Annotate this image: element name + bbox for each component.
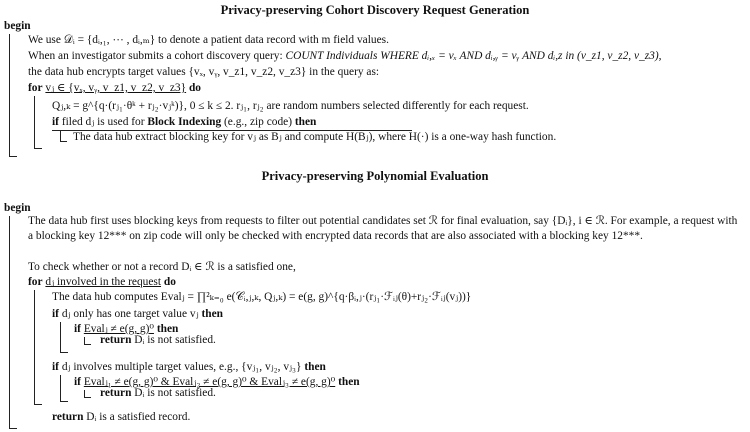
- algo2-for-line: [28, 275, 176, 289]
- algo1-begin-keyword: begin: [4, 20, 31, 32]
- algo1-if-text-c: (e.g., zip code): [221, 116, 295, 128]
- algo2-do-keyword: do: [163, 276, 176, 288]
- algo1-for-keyword: for: [28, 82, 43, 94]
- algo2-for-variable: dⱼ involved in the request: [45, 276, 162, 288]
- algo2-eval-formula: The data hub computes Evalⱼ = ∏²ₖ₌₀ e(𝒞ᵢ,ⱼ,ₖ, Qⱼ,ₖ) = e(g, g)^{q·βᵢ,ⱼ·(rⱼ₁·ℱᵢⱼ(θ)+rⱼ₂·ℱᵢⱼ(vⱼ))}: [52, 291, 472, 303]
- algo1-line-query: [28, 49, 662, 63]
- algo2-if2-line: [52, 360, 326, 374]
- algo2-inner2-condition: Evalⱼ₁ ≠ e(g, g)⁰ & Evalⱼ₂ ≠ e(g, g)⁰ & Evalⱼ₃ ≠ e(g, g)⁰: [83, 376, 336, 388]
- algo2-check-line: To check whether or not a record Dᵢ ∈ ℛ is a satisfied one,: [28, 261, 296, 273]
- algo1-q-formula: Qⱼ,ₖ = g^{q·(rⱼ₁·θᵏ + rⱼ₂·vⱼᵏ)}, 0 ≤ k ≤ 2. rⱼ₁, rⱼ₂ are random numbers selected differently for each request.: [52, 100, 529, 112]
- algo2-final-return-keyword: return: [52, 411, 84, 423]
- algo2-paragraph: The data hub first uses blocking keys from requests to filter out potential candidates set ℛ for final evaluation, say {Dᵢ}, i ∈ ℛ. For example, a request with a blocking key 12*** on zip code will only be checked with encrypted data records that are also associated with a blocking key 12***.: [28, 215, 738, 242]
- algo1-if-keyword: if: [52, 116, 59, 128]
- algo2-if1-foot: [60, 352, 68, 353]
- algo2-return2-text: Dᵢ is not satisfied.: [131, 387, 216, 399]
- algo2-inner1-rule: [84, 337, 85, 344]
- algo2-return2-line: [100, 386, 216, 400]
- algo2-inner1-then: then: [156, 323, 179, 335]
- algo1-query-intro: When an investigator submits a cohort discovery query:: [28, 50, 286, 62]
- algo2-inner1-condition: Evalⱼ ≠ e(g, g)⁰: [83, 323, 154, 335]
- algo2-if2-foot: [60, 401, 68, 402]
- algo2-inner1-if: if: [74, 323, 81, 335]
- algo2-for-foot: [34, 404, 42, 405]
- algo2-inner1-foot: [84, 344, 91, 345]
- algo2-begin-foot: [9, 428, 17, 429]
- algo2-return1-text: Dᵢ is not satisfied.: [131, 334, 216, 346]
- algo2-if1-keyword: if: [52, 308, 59, 320]
- algo2-if1-rule: [60, 322, 61, 352]
- algo2-for-rule: [34, 290, 35, 404]
- algo2-begin-keyword: begin: [4, 202, 31, 214]
- algo1-if-text-a: filed dⱼ is used for: [58, 116, 148, 128]
- algo2-inner2-rule: [84, 390, 85, 397]
- algo2-begin-rule: [9, 216, 10, 428]
- algo2-return1-keyword: return: [100, 334, 132, 346]
- algo2-final-return-line: [52, 410, 190, 424]
- algo2-inner2-if: if: [74, 376, 81, 388]
- algo1-for-variable: vⱼ ∈ {vₓ, vᵧ, v_z1, v_z2, v_z3}: [45, 82, 187, 94]
- algo1-do-keyword: do: [188, 82, 201, 94]
- algo2-if2-condition: dⱼ involves multiple target values, e.g., {vⱼ₁, vⱼ₂, vⱼ₃}: [58, 361, 305, 373]
- algo1-hub-line: The data hub extract blocking key for vⱼ as Bⱼ and compute H(Bⱼ), where H(·) is a one-way hash function.: [73, 131, 557, 143]
- algo1-then-keyword: then: [294, 116, 317, 128]
- algo1-if-foot: [60, 141, 67, 142]
- algo2-if1-then: then: [201, 308, 223, 320]
- algo2-for-keyword: for: [28, 276, 43, 288]
- algo1-block-indexing: Block Indexing: [147, 116, 222, 128]
- algo1-for-foot: [34, 148, 42, 149]
- algo1-if-rule: [60, 131, 61, 141]
- algo2-if1-condition: dⱼ only has one target value vⱼ: [58, 308, 202, 320]
- algo1-if-line: [52, 115, 316, 129]
- algorithm-2-title: Privacy-preserving Polynomial Evaluation: [261, 169, 489, 183]
- algo1-line-encrypt: the data hub encrypts target values {vₓ, vᵧ, v_z1, v_z2, v_z3} in the query as:: [28, 66, 380, 78]
- algo2-final-return-text: Dᵢ is a satisfied record.: [83, 411, 191, 423]
- algo1-query-text: COUNT Individuals WHERE dᵢ,ₓ = vₓ AND dᵢ,ᵧ = vᵧ AND dᵢ,z in (v_z1, v_z2, v_z3),: [285, 50, 662, 62]
- algo1-for-line: [28, 81, 201, 95]
- algo1-begin-rule: [9, 34, 10, 156]
- algo2-return2-keyword: return: [100, 387, 132, 399]
- algo1-for-rule: [34, 96, 35, 148]
- algo2-inner2-foot: [84, 397, 91, 398]
- algo2-if2-then: then: [304, 361, 326, 373]
- algo1-begin-foot: [9, 156, 17, 157]
- algorithm-1-title: Privacy-preserving Cohort Discovery Request Generation: [220, 3, 530, 17]
- algo2-if2-rule: [60, 375, 61, 401]
- algo1-line-record: We use 𝒟ᵢ = {dᵢ,₁, ⋯ , dᵢ,ₘ} to denote a patient data record with m field values.: [28, 34, 389, 46]
- algo2-inner2-then: then: [338, 376, 360, 388]
- algo2-if2-keyword: if: [52, 361, 59, 373]
- algo2-return1-line: [100, 333, 216, 347]
- algo2-if1-line: [52, 307, 223, 321]
